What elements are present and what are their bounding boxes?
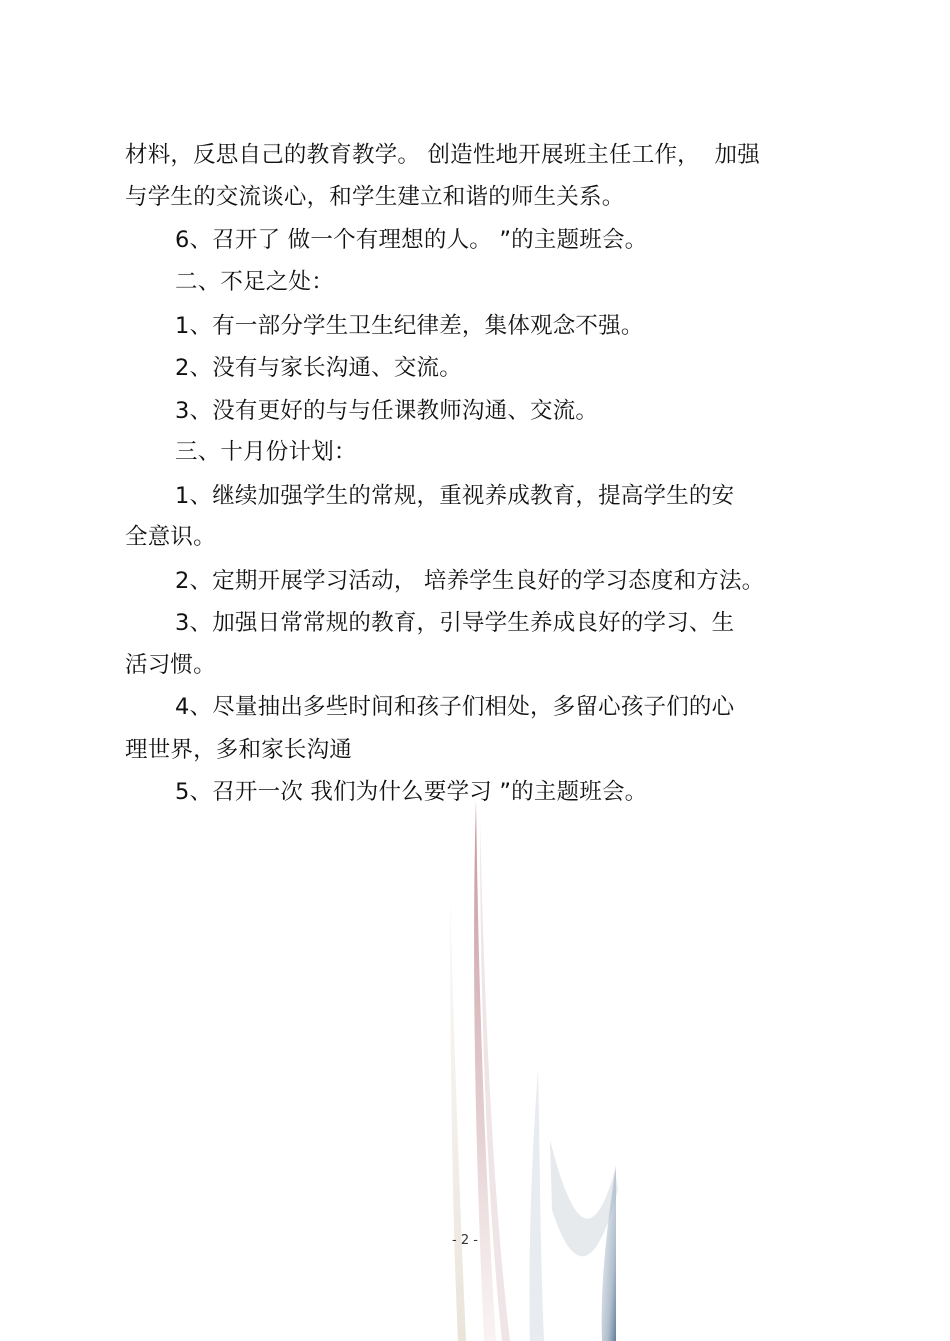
paragraph-line: 材料，反思自己的教育教学。 创造性地开展班主任工作， 加强 <box>125 142 760 168</box>
paragraph-line: 理世界，多和家长沟通 <box>125 737 353 763</box>
list-item: 3、没有更好的与与任课教师沟通、交流。 <box>175 398 599 424</box>
list-item: 1、有一部分学生卫生纪律差，集体观念不强。 <box>175 313 644 339</box>
decorative-swoosh-graphic <box>440 790 630 1341</box>
paragraph-line: 全意识。 <box>125 524 216 550</box>
list-item: 2、定期开展学习活动， 培养学生良好的学习态度和方法。 <box>175 568 765 594</box>
list-item: 3、加强日常常规的教育，引导学生养成良好的学习、生 <box>175 610 735 636</box>
list-item: 1、继续加强学生的常规，重视养成教育，提高学生的安 <box>175 483 735 509</box>
list-item: 4、尽量抽出多些时间和孩子们相处，多留心孩子们的心 <box>175 694 735 720</box>
list-item: 5、召开一次 我们为什么要学习 ”的主题班会。 <box>175 779 648 805</box>
paragraph-line: 与学生的交流谈心，和学生建立和谐的师生关系。 <box>125 184 625 210</box>
list-item: 2、没有与家长沟通、交流。 <box>175 355 462 381</box>
page-number: - 2 - <box>452 1233 478 1248</box>
paragraph-line: 6、召开了 做一个有理想的人。 ”的主题班会。 <box>175 227 648 253</box>
section-heading: 三、十月份计划： <box>175 439 357 465</box>
paragraph-line: 活习惯。 <box>125 652 216 678</box>
section-heading: 二、不足之处： <box>175 269 334 295</box>
